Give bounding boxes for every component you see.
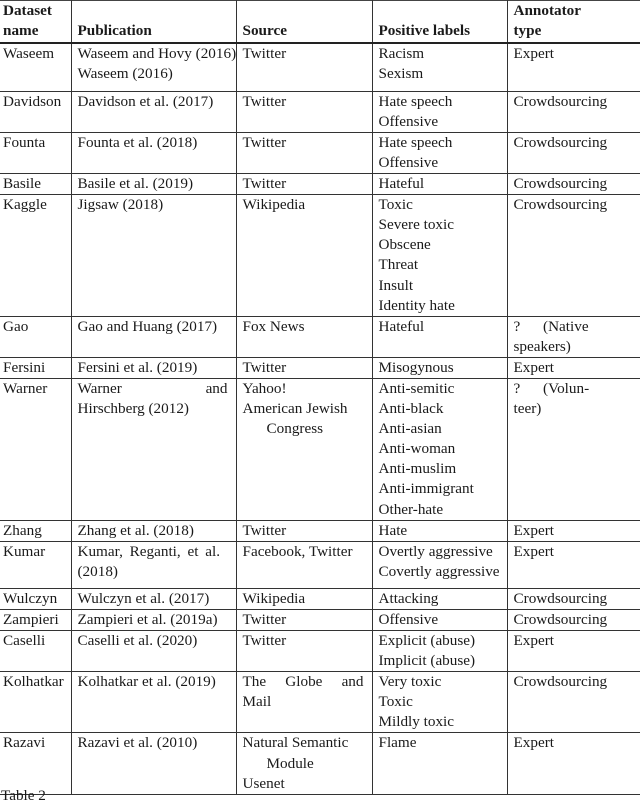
table-row (0, 132, 640, 173)
table-row (0, 588, 640, 609)
table-row (0, 316, 640, 357)
positive-labels: Hate speech Offensive (372, 132, 507, 173)
table-row (0, 541, 640, 588)
header-source: Source (236, 1, 372, 44)
source: Twitter (236, 609, 372, 630)
annotator-type: Expert (507, 357, 640, 378)
positive-labels: Anti-semitic Anti-black Anti-asian Anti-woman Anti-muslim Anti-immigrant Other-hate (372, 379, 507, 521)
header-annotator-type: Annotator type (507, 1, 640, 44)
publication: Basile et al. (2019) (71, 174, 236, 195)
positive-labels: Offensive (372, 609, 507, 630)
source-line-justified: The Globe and (242, 673, 364, 691)
dataset-name: Basile (3, 175, 41, 193)
dataset-name: Wulczyn (3, 589, 58, 607)
positive-labels: Racism Sexism (372, 43, 507, 91)
header-positive-labels: Positive labels (372, 1, 507, 44)
dataset-name: Kumar (3, 542, 46, 560)
positive-labels: Hate speech Offensive (372, 91, 507, 132)
positive-labels: Hate (372, 520, 507, 541)
positive-labels: Very toxic Toxic Mildly toxic (372, 672, 507, 733)
source: Wikipedia (236, 588, 372, 609)
table-row (0, 195, 640, 317)
publication: Kumar, Reganti, et al. (2018) (71, 541, 236, 588)
source: Twitter (236, 520, 372, 541)
source: Natural Semantic Module Usenet (236, 733, 372, 794)
annotator-type: Expert (507, 43, 640, 91)
table-row (0, 43, 640, 91)
dataset-name: Gao (3, 317, 29, 335)
source: Twitter (236, 357, 372, 378)
publication: Davidson et al. (2017) (71, 91, 236, 132)
dataset-name: Zampieri (3, 610, 59, 628)
source: Twitter (236, 43, 372, 91)
dataset-name: Davidson (3, 92, 62, 110)
table-row (0, 379, 640, 521)
positive-labels: Hateful (372, 316, 507, 357)
table-row (0, 630, 640, 671)
publication: Wulczyn et al. (2017) (71, 588, 236, 609)
annotator-type: Expert (507, 630, 640, 671)
dataset-name: Fersini (3, 358, 46, 376)
table-row (0, 520, 640, 541)
annotator-type: Crowdsourcing (507, 91, 640, 132)
source: Twitter (236, 91, 372, 132)
dataset-name: Warner (3, 380, 48, 397)
source: Twitter (236, 174, 372, 195)
annotator-type: Expert (507, 520, 640, 541)
positive-labels: Attacking (372, 588, 507, 609)
dataset-name: Waseem (3, 45, 55, 63)
annotator-type: Crowdsourcing (507, 588, 640, 609)
publication: Caselli et al. (2020) (71, 630, 236, 671)
table-row (0, 174, 640, 195)
annotator-type: Crowdsourcing (507, 174, 640, 195)
source: Yahoo! American Jewish Congress (236, 379, 372, 521)
table-caption: Table 2 (1, 787, 46, 804)
publication: Zhang et al. (2018) (71, 520, 236, 541)
positive-labels: Hateful (372, 174, 507, 195)
positive-labels: Toxic Severe toxic Obscene Threat Insult Identity hate (372, 195, 507, 317)
source: Twitter (236, 132, 372, 173)
publication: Razavi et al. (2010) (71, 733, 236, 794)
positive-labels: Explicit (abuse) Implicit (abuse) (372, 630, 507, 671)
publication: Zampieri et al. (2019a) (71, 609, 236, 630)
publication: Kolhatkar et al. (2019) (71, 672, 236, 733)
publication-line-justified: Warner and (77, 380, 228, 397)
source: Facebook, Twitter (236, 541, 372, 588)
annotator-type: ? (Native speakers) (507, 316, 640, 357)
dataset-name: Zhang (3, 521, 42, 539)
dataset-name: Kolhatkar (3, 673, 64, 691)
dataset-name: Caselli (3, 631, 46, 649)
table-row (0, 672, 640, 733)
annotator-type: Crowdsourcing (507, 195, 640, 317)
positive-labels: Misogynous (372, 357, 507, 378)
publication: Warner and Hirschberg (2012) (71, 379, 236, 521)
table-row (0, 91, 640, 132)
source: Twitter (236, 630, 372, 671)
table-row (0, 357, 640, 378)
table-row (0, 733, 640, 794)
table-row (0, 609, 640, 630)
header-row (0, 1, 640, 44)
source: Fox News (236, 316, 372, 357)
publication: Fersini et al. (2019) (71, 357, 236, 378)
annotator-type: Crowdsourcing (507, 132, 640, 173)
annotator-type: Expert (507, 541, 640, 588)
publication: Jigsaw (2018) (71, 195, 236, 317)
source: The Globe and Mail (236, 672, 372, 733)
dataset-name: Razavi (3, 734, 46, 752)
positive-labels: Flame (372, 733, 507, 794)
dataset-name: Kaggle (3, 196, 47, 214)
positive-labels: Overtly aggressive Covertly aggressive (372, 541, 507, 588)
publication: Gao and Huang (2017) (71, 316, 236, 357)
publication: Waseem and Hovy (2016) Waseem (2016) (71, 43, 236, 91)
annotator-type: Crowdsourcing (507, 609, 640, 630)
header-publication: Publication (71, 1, 236, 44)
annotator-type: Crowdsourcing (507, 672, 640, 733)
dataset-name: Founta (3, 133, 46, 151)
publication: Founta et al. (2018) (71, 132, 236, 173)
annotator-type: ? (Volun- teer) (507, 379, 640, 521)
annotator-type: Expert (507, 733, 640, 794)
source: Wikipedia (236, 195, 372, 317)
header-dataset-name: Dataset name (3, 2, 52, 40)
